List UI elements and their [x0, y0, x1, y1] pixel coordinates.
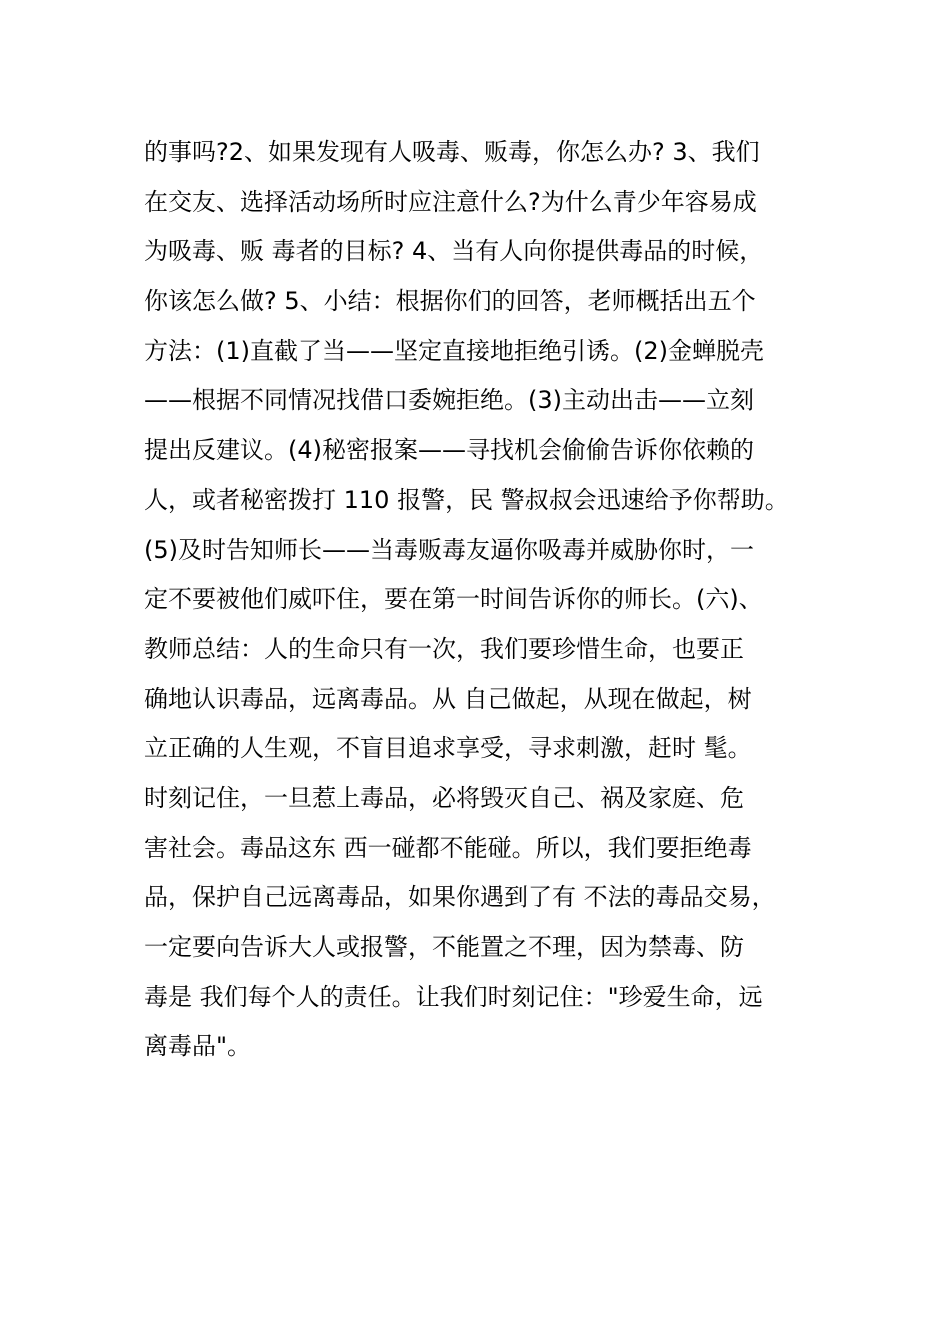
text-line: (5)及时告知师长——当毒贩毒友逼你吸毒并威胁你时，一 — [144, 535, 754, 564]
text-line: 时刻记住，一旦惹上毒品，必将毁灭自己、祸及家庭、危 — [144, 783, 744, 812]
text-line: ——根据不同情况找借口委婉拒绝。(3)主动出击——立刻 — [144, 386, 754, 415]
text-line: 品，保护自己远离毒品，如果你遇到了有 不法的毒品交易， — [144, 883, 776, 912]
text-line: 在交友、选择活动场所时应注意什么?为什么青少年容易成 — [144, 187, 757, 216]
text-line: 你该怎么做? 5、小结：根据你们的回答，老师概括出五个 — [144, 287, 756, 316]
text-line: 定不要被他们威吓住，要在第一时间告诉你的师长。(六)、 — [144, 585, 763, 614]
text-line: 的事吗?2、如果发现有人吸毒、贩毒，你怎么办? 3、我们 — [144, 138, 760, 166]
text-line: 离毒品"。 — [144, 1032, 252, 1061]
text-line: 立正确的人生观，不盲目追求享受，寻求刺激，赶时 髦。 — [144, 734, 752, 763]
text-line: 一定要向告诉大人或报警，不能置之不理，因为禁毒、防 — [144, 933, 744, 961]
text-line: 毒是 我们每个人的责任。让我们时刻记住："珍爱生命，远 — [144, 982, 763, 1011]
text-line: 方法：(1)直截了当——坚定直接地拒绝引诱。(2)金蝉脱壳 — [144, 336, 764, 365]
body-text — [144, 128, 844, 1072]
text-line: 确地认识毒品，远离毒品。从 自己做起，从现在做起，树 — [144, 684, 752, 713]
text-line: 提出反建议。(4)秘密报案——寻找机会偷偷告诉你依赖的 — [144, 436, 754, 465]
text-line: 害社会。毒品这东 西一碰都不能碰。所以，我们要拒绝毒 — [144, 833, 752, 862]
text-line: 教师总结：人的生命只有一次，我们要珍惜生命，也要正 — [144, 634, 744, 663]
text-line: 为吸毒、贩 毒者的目标? 4、当有人向你提供毒品的时候， — [144, 237, 764, 266]
text-line: 人，或者秘密拨打 110 报警，民 警叔叔会迅速给予你帮助。 — [144, 485, 789, 514]
